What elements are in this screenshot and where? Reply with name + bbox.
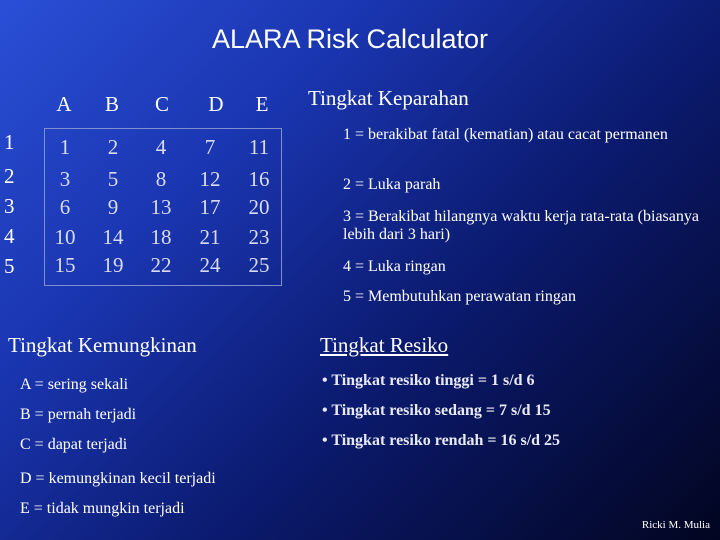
matrix-cell: 9 <box>107 195 119 219</box>
probability-item: D = kemungkinan kecil terjadi <box>20 470 216 487</box>
column-header-d: D <box>208 92 224 116</box>
probability-heading: Tingkat Kemungkinan <box>8 333 197 357</box>
severity-item: 1 = berakibat fatal (kematian) atau cacat permanen <box>343 126 668 143</box>
column-header-e: E <box>255 92 269 116</box>
matrix-cell: 5 <box>107 167 119 191</box>
risk-heading: Tingkat Resiko <box>320 333 449 357</box>
risk-item: • Tingkat resiko tinggi = 1 s/d 6 <box>322 372 535 389</box>
matrix-cell: 22 <box>150 253 172 277</box>
matrix-cell: 24 <box>199 253 221 277</box>
severity-item: 2 = Luka parah <box>343 176 441 193</box>
probability-item: A = sering sekali <box>20 376 129 393</box>
row-header-1: 1 <box>4 130 15 154</box>
matrix-cell: 10 <box>54 225 76 249</box>
probability-item: B = pernah terjadi <box>20 406 137 423</box>
risk-item: • Tingkat resiko rendah = 16 s/d 25 <box>322 432 561 449</box>
severity-item: 3 = Berakibat hilangnya waktu kerja rata-rata (biasanya lebih dari 3 hari) <box>343 208 699 243</box>
author-credit: Ricki M. Mulia <box>641 519 710 531</box>
matrix-cell: 21 <box>199 225 221 249</box>
matrix-cell: 6 <box>59 195 71 219</box>
matrix-cell: 7 <box>204 135 216 159</box>
row-header-3: 3 <box>4 194 15 218</box>
matrix-cell: 4 <box>155 135 167 159</box>
matrix-cell: 25 <box>248 253 270 277</box>
column-header-c: C <box>154 92 169 116</box>
matrix-cell: 18 <box>150 225 172 249</box>
matrix-cell: 13 <box>150 195 172 219</box>
matrix-cell: 8 <box>155 167 167 191</box>
matrix-cell: 12 <box>199 167 221 191</box>
matrix-cell: 2 <box>107 135 119 159</box>
matrix-cell: 3 <box>59 167 71 191</box>
probability-item: E = tidak mungkin terjadi <box>20 500 185 517</box>
row-header-5: 5 <box>4 254 15 278</box>
slide-title: ALARA Risk Calculator <box>211 24 489 54</box>
matrix-cell: 16 <box>248 167 270 191</box>
matrix-cell: 19 <box>102 253 124 277</box>
matrix-cell: 23 <box>248 225 270 249</box>
severity-item: 5 = Membutuhkan perawatan ringan <box>343 288 576 305</box>
severity-item: 4 = Luka ringan <box>343 258 446 275</box>
matrix-cell: 17 <box>199 195 221 219</box>
severity-heading: Tingkat Keparahan <box>308 86 469 110</box>
matrix-cell: 20 <box>248 195 270 219</box>
matrix-cell: 14 <box>102 225 124 249</box>
matrix-cell: 15 <box>54 253 76 277</box>
column-header-a: A <box>56 92 72 116</box>
probability-item: C = dapat terjadi <box>20 436 128 453</box>
row-header-2: 2 <box>4 164 15 188</box>
row-header-4: 4 <box>4 224 15 248</box>
matrix-grid <box>44 128 282 286</box>
column-header-b: B <box>104 92 119 116</box>
matrix-cell: 1 <box>59 135 71 159</box>
matrix-cell: 11 <box>248 135 270 159</box>
risk-item: • Tingkat resiko sedang = 7 s/d 15 <box>322 402 551 419</box>
